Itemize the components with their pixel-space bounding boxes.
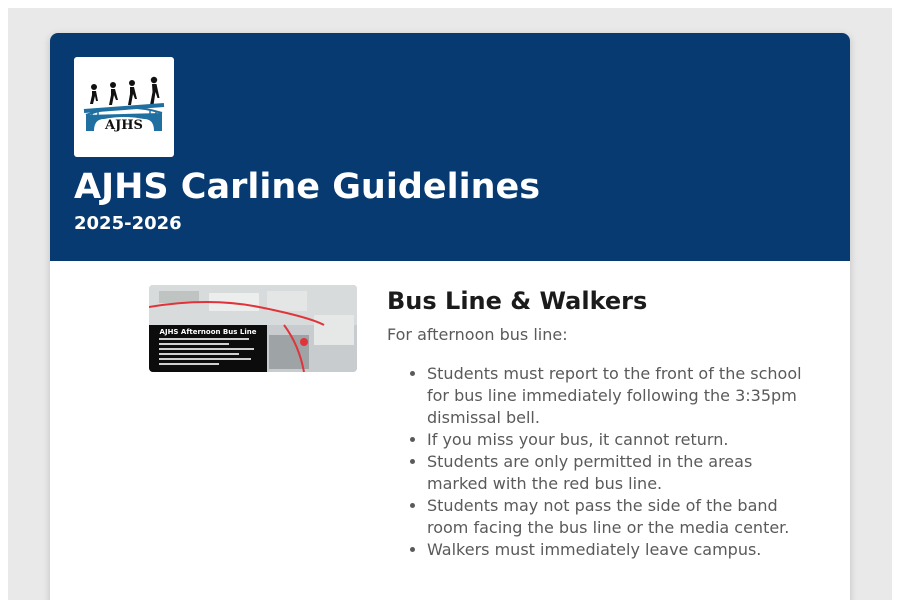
header-banner [50,33,850,261]
svg-text:AJHS: AJHS [105,118,143,133]
list-item: • Students are only permitted in the areas marked with the red bus line. [427,451,807,495]
section-intro: For afternoon bus line: [387,325,568,344]
svg-text:AJHS Afternoon Bus Line: AJHS Afternoon Bus Line [159,328,257,336]
list-item: • Walkers must immediately leave campus. [427,539,807,561]
page-title: AJHS Carline Guidelines [74,167,541,207]
guidelines-card [50,33,850,600]
page-subtitle: 2025-2026 [74,213,182,234]
page-background [8,8,892,600]
section-title: Bus Line & Walkers [387,287,648,315]
school-logo [74,57,174,157]
bus-line-map-icon [149,285,357,372]
rules-list [387,363,807,561]
ajhs-bridge-walkers-logo-icon [74,57,174,157]
list-item: • Students may not pass the side of the band room facing the bus line or the media center. [427,495,807,539]
list-item: • If you miss your bus, it cannot return. [427,429,807,451]
list-item: • Students must report to the front of the school for bus line immediately following the 3:35pm dismissal bell. [427,363,807,429]
bus-line-map-image[interactable] [149,285,357,372]
